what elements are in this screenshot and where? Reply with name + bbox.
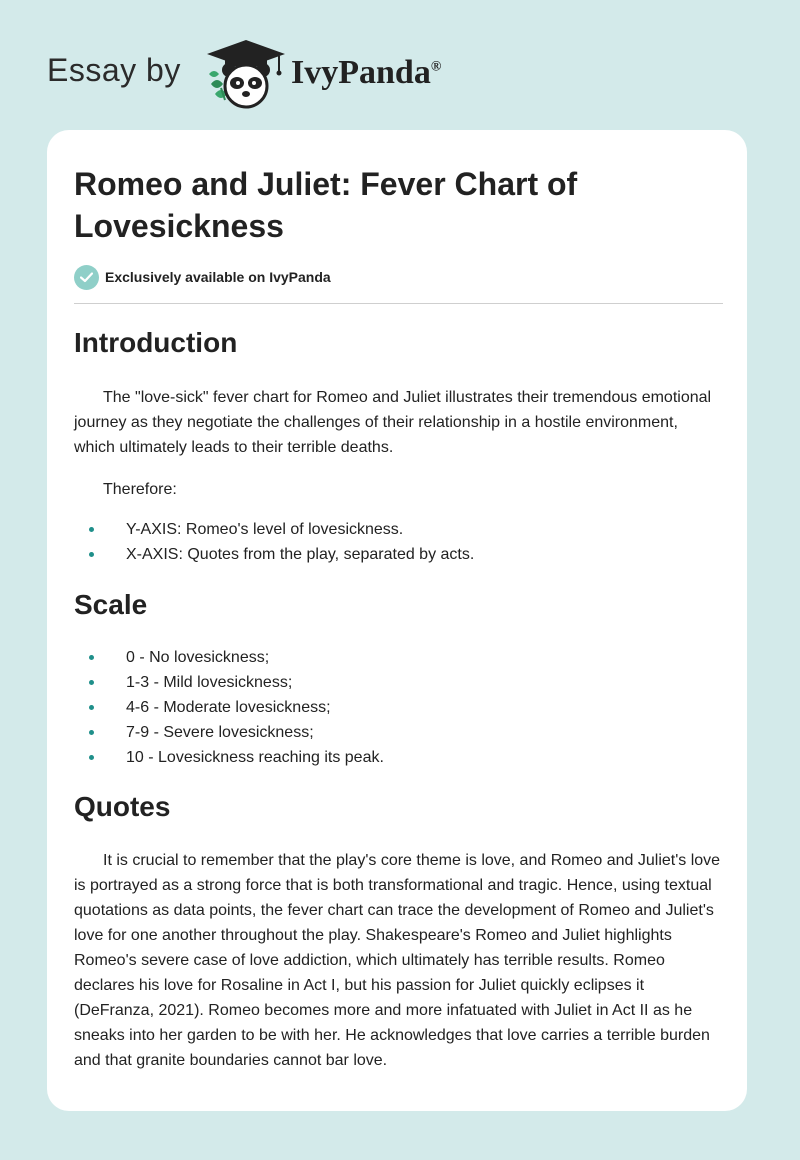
list-item: X-AXIS: Quotes from the play, separated by acts.	[74, 542, 723, 567]
check-icon	[74, 265, 99, 290]
list-item: 7-9 - Severe lovesickness;	[74, 720, 723, 745]
site-header	[47, 38, 547, 110]
section-heading-introduction: Introduction	[74, 327, 238, 358]
list-item: 0 - No lovesickness;	[74, 645, 723, 670]
brand-name[interactable]: IvyPanda®	[291, 54, 442, 91]
divider	[74, 303, 723, 304]
section-heading-quotes: Quotes	[74, 791, 171, 822]
ivypanda-logo-icon[interactable]	[205, 38, 287, 110]
quotes-paragraph: It is crucial to remember that the play's core theme is love, and Romeo and Juliet's love is portrayed as a strong force that is both transformational and tragic. Hence, using textual quotations as data points, the fever chart can trace the development of Romeo and Juliet's love for one another throughout the play. Shakespeare's Romeo and Juliet highlights Romeo's severe case of love addiction, which ultimately has terrible results. Romeo declares his love for Rosaline in Act I, but his passion for Juliet quickly eclipses it (DeFranza, 2021). Romeo becomes more and more infatuated with Juliet in Act II as he sneaks into her garden to be with her. He acknowledges that love carries a terrible burden and that granite boundaries cannot bar love.	[74, 852, 721, 1069]
therefore-paragraph: Therefore:	[103, 481, 177, 498]
list-item: Y-AXIS: Romeo's level of lovesickness.	[74, 517, 723, 542]
exclusive-text: Exclusively available on IvyPanda	[105, 269, 331, 285]
essay-by-label: Essay by	[47, 52, 181, 88]
page-title: Romeo and Juliet: Fever Chart of Lovesickness	[74, 166, 578, 244]
axis-list	[74, 517, 723, 567]
list-item: 1-3 - Mild lovesickness;	[74, 670, 723, 695]
exclusive-badge	[74, 264, 331, 290]
introduction-paragraph: The "love-sick" fever chart for Romeo and Juliet illustrates their tremendous emotional journey as they negotiate the challenges of their relationship in a hostile environment, which ultimately leads to their terrible deaths.	[74, 389, 712, 456]
list-item: 10 - Lovesickness reaching its peak.	[74, 745, 723, 770]
list-item: 4-6 - Moderate lovesickness;	[74, 695, 723, 720]
essay-card	[47, 130, 747, 1111]
section-heading-scale: Scale	[74, 589, 148, 620]
scale-list	[74, 645, 723, 770]
